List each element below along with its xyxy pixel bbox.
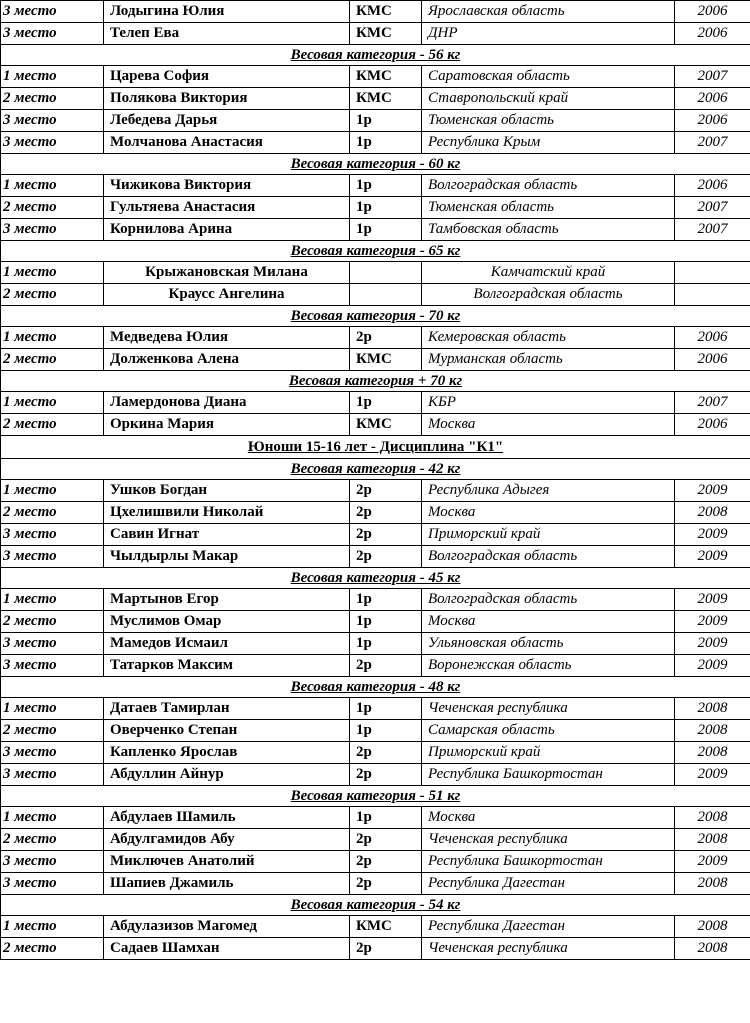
rank-cell: 1р [350,720,422,742]
results-body [1,1,750,960]
place-cell: 2 место [1,829,104,851]
place-cell: 2 место [1,88,104,110]
birth-year-cell [675,262,750,284]
place-cell: 1 место [1,262,104,284]
place-cell: 3 место [1,219,104,241]
athlete-name-cell: Мамедов Исмаил [104,633,350,655]
place-cell: 1 место [1,66,104,88]
region-cell: Москва [422,502,675,524]
place-cell: 3 место [1,132,104,154]
place-cell: 3 место [1,851,104,873]
birth-year-cell: 2006 [675,110,750,132]
rank-cell [350,284,422,306]
athlete-name-cell: Абдулаев Шамиль [104,807,350,829]
region-cell: КБР [422,392,675,414]
table-row [1,851,750,873]
birth-year-cell: 2006 [675,349,750,371]
weight-category-title: Весовая категория - 56 кг [1,45,750,66]
place-cell: 1 место [1,480,104,502]
region-cell: Ульяновская область [422,633,675,655]
athlete-name-cell: Чижикова Виктория [104,175,350,197]
place-cell: 3 место [1,764,104,786]
athlete-name-cell: Телеп Ева [104,23,350,45]
birth-year-cell: 2006 [675,175,750,197]
athlete-name-cell: Муслимов Омар [104,611,350,633]
athlete-name-cell: Ламердонова Диана [104,392,350,414]
region-cell: Москва [422,611,675,633]
athlete-name-cell: Краусс Ангелина [104,284,350,306]
region-cell: Москва [422,807,675,829]
table-row [1,110,750,132]
birth-year-cell: 2008 [675,916,750,938]
table-row [1,524,750,546]
region-cell: Республика Башкортостан [422,764,675,786]
place-cell: 2 место [1,197,104,219]
table-row [1,916,750,938]
athlete-name-cell: Крыжановская Милана [104,262,350,284]
birth-year-cell: 2007 [675,392,750,414]
birth-year-cell: 2007 [675,66,750,88]
region-cell: Москва [422,414,675,436]
athlete-name-cell: Гультяева Анастасия [104,197,350,219]
place-cell: 1 место [1,807,104,829]
table-row [1,327,750,349]
athlete-name-cell: Оверченко Степан [104,720,350,742]
birth-year-cell: 2008 [675,742,750,764]
region-cell: Волгоградская область [422,589,675,611]
place-cell: 2 место [1,611,104,633]
birth-year-cell: 2006 [675,23,750,45]
rank-cell: 2р [350,851,422,873]
table-row [1,23,750,45]
section-title: Юноши 15-16 лет - Дисциплина "К1" [1,436,750,459]
birth-year-cell: 2009 [675,655,750,677]
rank-cell: 1р [350,110,422,132]
table-row [1,175,750,197]
rank-cell: КМС [350,414,422,436]
table-row [1,349,750,371]
table-row [1,873,750,895]
region-cell: ДНР [422,23,675,45]
rank-cell: 2р [350,764,422,786]
table-row [1,284,750,306]
birth-year-cell: 2008 [675,502,750,524]
birth-year-cell: 2008 [675,720,750,742]
region-cell: Ярославская область [422,1,675,23]
place-cell: 1 место [1,327,104,349]
table-row [1,611,750,633]
table-row [1,1,750,23]
region-cell: Тюменская область [422,197,675,219]
birth-year-cell: 2007 [675,132,750,154]
region-cell: Республика Крым [422,132,675,154]
rank-cell: 2р [350,480,422,502]
athlete-name-cell: Чылдырлы Макар [104,546,350,568]
rank-cell: КМС [350,1,422,23]
region-cell: Чеченская республика [422,938,675,960]
weight-category-header [1,306,750,327]
table-row [1,698,750,720]
athlete-name-cell: Савин Игнат [104,524,350,546]
region-cell: Республика Дагестан [422,873,675,895]
region-cell: Чеченская республика [422,698,675,720]
rank-cell: КМС [350,66,422,88]
birth-year-cell: 2008 [675,938,750,960]
region-cell: Мурманская область [422,349,675,371]
rank-cell: 1р [350,633,422,655]
place-cell: 3 место [1,1,104,23]
rank-cell: КМС [350,349,422,371]
athlete-name-cell: Абдуллин Айнур [104,764,350,786]
birth-year-cell: 2009 [675,480,750,502]
athlete-name-cell: Медведева Юлия [104,327,350,349]
region-cell: Воронежская область [422,655,675,677]
rank-cell: КМС [350,916,422,938]
weight-category-header [1,154,750,175]
rank-cell: 2р [350,524,422,546]
weight-category-title: Весовая категория - 54 кг [1,895,750,916]
weight-category-title: Весовая категория - 42 кг [1,459,750,480]
athlete-name-cell: Полякова Виктория [104,88,350,110]
athlete-name-cell: Царева София [104,66,350,88]
table-row [1,392,750,414]
table-row [1,219,750,241]
region-cell: Приморский край [422,742,675,764]
place-cell: 2 место [1,720,104,742]
table-row [1,480,750,502]
rank-cell: 2р [350,829,422,851]
table-row [1,655,750,677]
birth-year-cell: 2006 [675,414,750,436]
athlete-name-cell: Мартынов Егор [104,589,350,611]
weight-category-header [1,371,750,392]
table-row [1,829,750,851]
region-cell: Саратовская область [422,66,675,88]
rank-cell: КМС [350,88,422,110]
table-row [1,502,750,524]
region-cell: Приморский край [422,524,675,546]
table-row [1,938,750,960]
rank-cell: 1р [350,175,422,197]
rank-cell: 1р [350,132,422,154]
place-cell: 3 место [1,873,104,895]
athlete-name-cell: Молчанова Анастасия [104,132,350,154]
rank-cell: 2р [350,655,422,677]
rank-cell: 1р [350,807,422,829]
athlete-name-cell: Абдулгамидов Абу [104,829,350,851]
place-cell: 3 место [1,110,104,132]
weight-category-title: Весовая категория - 65 кг [1,241,750,262]
region-cell: Волгоградская область [422,284,675,306]
weight-category-header [1,459,750,480]
athlete-name-cell: Шапиев Джамиль [104,873,350,895]
table-row [1,589,750,611]
rank-cell [350,262,422,284]
birth-year-cell: 2009 [675,589,750,611]
birth-year-cell: 2006 [675,327,750,349]
athlete-name-cell: Долженкова Алена [104,349,350,371]
table-row [1,720,750,742]
weight-category-title: Весовая категория - 60 кг [1,154,750,175]
region-cell: Тамбовская область [422,219,675,241]
place-cell: 3 место [1,23,104,45]
weight-category-header [1,568,750,589]
rank-cell: 1р [350,589,422,611]
rank-cell: 1р [350,219,422,241]
rank-cell: 2р [350,546,422,568]
birth-year-cell: 2006 [675,88,750,110]
weight-category-header [1,895,750,916]
birth-year-cell [675,284,750,306]
athlete-name-cell: Миключев Анатолий [104,851,350,873]
birth-year-cell: 2009 [675,633,750,655]
region-cell: Кемеровская область [422,327,675,349]
weight-category-header [1,786,750,807]
place-cell: 1 место [1,175,104,197]
section-header [1,436,750,459]
birth-year-cell: 2009 [675,851,750,873]
birth-year-cell: 2009 [675,546,750,568]
place-cell: 3 место [1,742,104,764]
table-row [1,132,750,154]
place-cell: 2 место [1,502,104,524]
table-row [1,197,750,219]
athlete-name-cell: Абдулазизов Магомед [104,916,350,938]
table-row [1,764,750,786]
rank-cell: 2р [350,327,422,349]
athlete-name-cell: Цхелишвили Николай [104,502,350,524]
region-cell: Республика Башкортостан [422,851,675,873]
rank-cell: 2р [350,873,422,895]
athlete-name-cell: Оркина Мария [104,414,350,436]
place-cell: 1 место [1,698,104,720]
athlete-name-cell: Лебедева Дарья [104,110,350,132]
table-row [1,262,750,284]
rank-cell: КМС [350,23,422,45]
region-cell: Республика Дагестан [422,916,675,938]
place-cell: 1 место [1,589,104,611]
region-cell: Волгоградская область [422,546,675,568]
athlete-name-cell: Корнилова Арина [104,219,350,241]
region-cell: Республика Адыгея [422,480,675,502]
weight-category-title: Весовая категория - 45 кг [1,568,750,589]
birth-year-cell: 2008 [675,807,750,829]
region-cell: Ставропольский край [422,88,675,110]
place-cell: 1 место [1,392,104,414]
birth-year-cell: 2008 [675,698,750,720]
table-row [1,742,750,764]
birth-year-cell: 2008 [675,829,750,851]
athlete-name-cell: Капленко Ярослав [104,742,350,764]
region-cell: Камчатский край [422,262,675,284]
region-cell: Чеченская республика [422,829,675,851]
rank-cell: 2р [350,502,422,524]
place-cell: 3 место [1,655,104,677]
weight-category-header [1,45,750,66]
rank-cell: 1р [350,197,422,219]
region-cell: Самарская область [422,720,675,742]
weight-category-title: Весовая категория - 48 кг [1,677,750,698]
weight-category-title: Весовая категория + 70 кг [1,371,750,392]
athlete-name-cell: Садаев Шамхан [104,938,350,960]
athlete-name-cell: Татарков Максим [104,655,350,677]
table-row [1,807,750,829]
place-cell: 3 место [1,524,104,546]
athlete-name-cell: Датаев Тамирлан [104,698,350,720]
rank-cell: 1р [350,392,422,414]
table-row [1,633,750,655]
birth-year-cell: 2009 [675,611,750,633]
birth-year-cell: 2007 [675,197,750,219]
place-cell: 3 место [1,546,104,568]
birth-year-cell: 2008 [675,873,750,895]
region-cell: Тюменская область [422,110,675,132]
rank-cell: 2р [350,938,422,960]
place-cell: 2 место [1,938,104,960]
rank-cell: 1р [350,611,422,633]
table-row [1,414,750,436]
table-row [1,546,750,568]
weight-category-title: Весовая категория - 51 кг [1,786,750,807]
table-row [1,88,750,110]
weight-category-header [1,677,750,698]
place-cell: 3 место [1,633,104,655]
region-cell: Волгоградская область [422,175,675,197]
athlete-name-cell: Ушков Богдан [104,480,350,502]
place-cell: 2 место [1,349,104,371]
table-row [1,66,750,88]
birth-year-cell: 2009 [675,764,750,786]
rank-cell: 2р [350,742,422,764]
weight-category-title: Весовая категория - 70 кг [1,306,750,327]
athlete-name-cell: Лодыгина Юлия [104,1,350,23]
weight-category-header [1,241,750,262]
place-cell: 2 место [1,414,104,436]
birth-year-cell: 2009 [675,524,750,546]
rank-cell: 1р [350,698,422,720]
place-cell: 1 место [1,916,104,938]
place-cell: 2 место [1,284,104,306]
birth-year-cell: 2007 [675,219,750,241]
birth-year-cell: 2006 [675,1,750,23]
